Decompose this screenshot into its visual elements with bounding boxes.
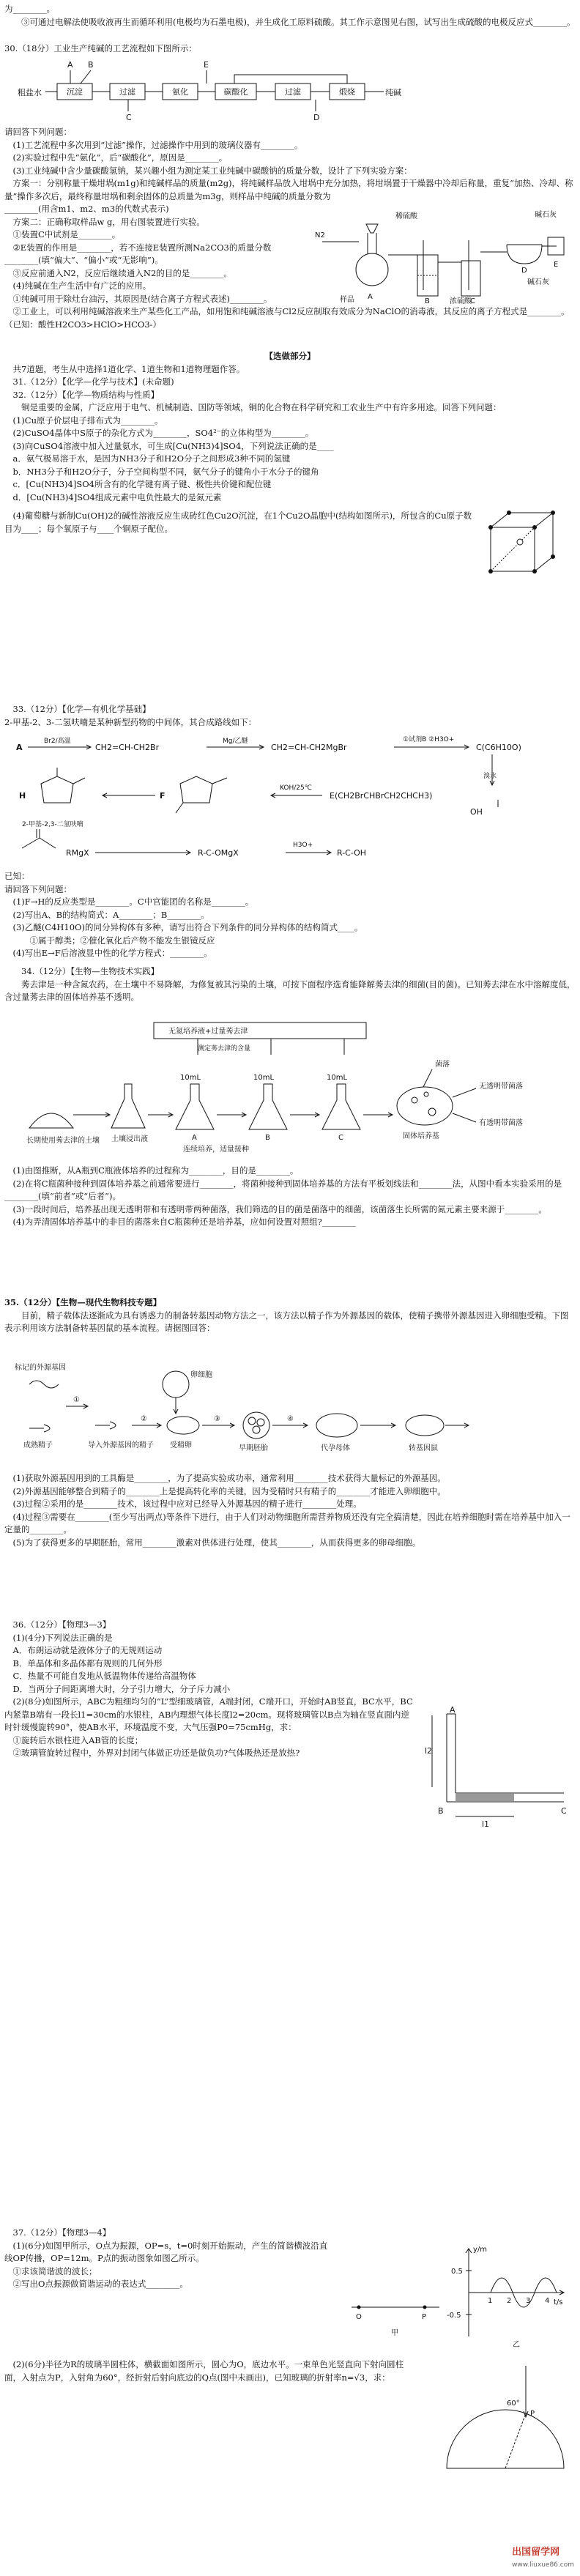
q35-header: 35.（12分）【生物—现代生物科技专题】 xyxy=(4,1297,162,1307)
q36-option: C．热量不可能自发地从低温物体传递给高温物体 xyxy=(12,1671,196,1681)
q33-line: (1)F→H的反应类型是________。C中官能团的名称是________。 xyxy=(12,897,254,907)
q35-fig-label: 转基因鼠 xyxy=(409,1444,438,1452)
q31-header: 31.（12分）【化学—化学与技术】(未命题) xyxy=(12,376,174,387)
q32-option: d．[Cu(NH3)4]SO4组成元素中电负性最大的是氮元素 xyxy=(12,491,222,502)
q34-question: (1)由图推断，从A瓶到C瓶液体培养的过程称为________，目的是________。 xyxy=(12,1165,299,1176)
q30-line: ________(用含m1、m2、m3的代数式表示) xyxy=(4,204,169,214)
q30-line: (2)实验过程中先“氨化”，后“碳酸化”，原因是________。 xyxy=(12,152,228,163)
q30-line: 方案一：分别称量干燥坩埚(m1g)和纯碱样品的质量(m2g)，将纯碱样品放入坩埚中充分加热，将坩埚置于干燥器中冷却后称量，重复“加热、冷却、称量”操作多次后，最终称量坩埚和剩余固体的总质量为m3g，则样品中纯碱的质量分数为 xyxy=(4,178,573,201)
q34-fig-label: 10mL xyxy=(327,1074,348,1082)
q30-line: ②工业上，可以利用纯碱溶液来生产某些化工产品，如用饱和纯碱溶液与Cl2反应制取有效成分为NaClO的消毒液，其反应的离子方程式是________。（已知：酸性H2CO3>HClO>HCO3-） xyxy=(4,306,570,330)
apparatus-label: 样品 xyxy=(340,296,354,304)
flow-input-e: E xyxy=(204,60,209,70)
q37-yi-label: -0.5 xyxy=(447,2312,461,2320)
q36-line: ②玻璃管旋转过程中，外界对封闭气体做正功还是做负功?气体吸热还是放热? xyxy=(12,1748,300,1758)
apparatus-label: 碱石灰 xyxy=(527,278,549,286)
q33-line: 已知： xyxy=(4,871,30,881)
q34-fig-label: 土壤浸出液 xyxy=(111,1135,148,1143)
q32-option: a．氨气极易溶于水，是因为NH3分子和H2O分子之间形成3种不同的氢键 xyxy=(12,453,291,464)
flow-input-a: A xyxy=(67,60,73,70)
q32-line: (3)向CuSO4溶液中加入过量氨水，可生成[Cu(NH3)4]SO4，下列说法正确的是____ xyxy=(12,440,334,451)
flow-box-label: 煅烧 xyxy=(339,87,355,97)
q36-line: (1)(4分)下列说法正确的是 xyxy=(12,1632,113,1643)
q36-fig-label: B xyxy=(438,1806,444,1816)
q30-line: (4)纯碱在生产生活中有广泛的应用。 xyxy=(12,281,152,291)
scheme-h: H xyxy=(19,791,26,801)
q35-question: (2)外源基因能够整合到精子的________上是提高转化率的关键，因为受精时只有精子的________才能进入卵细胞中。 xyxy=(12,1485,446,1496)
q36-fig-label: A xyxy=(450,1707,456,1715)
apparatus-label: 稀硫酸 xyxy=(395,212,417,220)
q36-line: ①旋转后水银柱进入AB管的长度； xyxy=(12,1734,144,1745)
q37-line: (2)(6分)半径为R的玻璃半圆柱体，横截面如图所示，圆心为O，底边水平。一束单色光竖直向下射向圆柱面，入射点为P，入射角为60°，经折射后射向底边的Q点(图中未画出)，已知玻璃的折射率n=√3，求： xyxy=(4,2359,404,2383)
q30-header: 30.（18分）工业生产纯碱的工艺流程如下图所示： xyxy=(4,43,197,53)
q33-line: (3)乙醚(C4H10O)的同分异构体有多种，请写出符合下列条件的同分异构体的结构简式____。 xyxy=(12,922,363,932)
q30-apparatus xyxy=(315,196,571,306)
flow-output-d: D xyxy=(313,113,320,122)
q32-option: b．NH3分子和H2O分子，分子空间构型不同，氨气分子的键角小于水分子的键角 xyxy=(12,466,319,477)
q35-fig-label: 受精卵 xyxy=(170,1441,192,1450)
q30-line: ③反应前通入N2，反应后继续通入N2的目的是________。 xyxy=(12,267,232,278)
apparatus-letter: C xyxy=(470,297,475,305)
q34-header: 34.（12分）【生物—生物技术实践】 xyxy=(21,966,160,976)
q37-caption: 乙 xyxy=(513,2341,520,2349)
q33-line: ①属于醇类；②催化氧化后产物不能发生银镜反应 xyxy=(29,935,215,946)
q30-flow-diagram xyxy=(15,57,425,123)
q35-fig-label: 成熟精子 xyxy=(23,1441,53,1450)
q36-header: 36.（12分）【物理3—3】 xyxy=(12,1619,111,1630)
q36-option: A．布朗运动就是液体分子的无规则运动 xyxy=(12,1645,163,1655)
q34-flask-letter: A xyxy=(192,1134,197,1142)
q35-question: (4)过程③需要在________(至少写出两点)等条件下进行，由于人们对动物细胞所需营养物质还没有完全搞清楚，因此在培养细胞时需在培养基中加入一定量的________。 xyxy=(4,1511,570,1534)
q34-fig-label: 10mL xyxy=(253,1074,275,1082)
q37-line: ②写出O点振源做简谐运动的表达式________。 xyxy=(12,2279,188,2289)
q34-figure xyxy=(22,1018,549,1157)
q34-fig-label: 菌落 xyxy=(435,1061,450,1069)
flow-box-label: 过滤 xyxy=(119,87,135,97)
apparatus-label: 浓硫酸 xyxy=(450,297,472,305)
elective-title: 【选做部分】 xyxy=(264,351,316,361)
q34-flask-letter: B xyxy=(265,1134,270,1142)
apparatus-letter: B xyxy=(425,297,430,305)
scheme-reagent: KOH/25℃ xyxy=(280,784,312,792)
q33-body xyxy=(4,870,576,960)
q30-line: ②E装置的作用是________，若不连接E装置所测Na2CO3的质量分数________(填“偏大”、“偏小”或“无影响”)。 xyxy=(4,242,272,265)
q37-semi-label: P xyxy=(530,2410,535,2418)
q35-figure xyxy=(15,1355,549,1465)
scheme-reagent: Mg/乙醚 xyxy=(223,738,248,745)
scheme-alkoxide: R-C-OMgX xyxy=(198,848,239,858)
scheme-reagent: Br2/高温 xyxy=(44,738,71,745)
q30-line: 请回答下列问题： xyxy=(4,127,72,137)
q37-line: ①求该简谐波的波长； xyxy=(12,2265,97,2276)
q35-question: (3)过程②采用的是________技术，该过程中应对已经导入外源基因的精子进行________处理。 xyxy=(12,1499,362,1509)
flow-box-label: 沉淀 xyxy=(67,87,83,97)
q34-fig-label: 无透明带菌落 xyxy=(479,1083,523,1091)
q30-line: (1)工艺流程中多次用到“过滤”操作，过滤操作中用到的玻璃仪器有________。 xyxy=(12,139,303,150)
scheme-rmgx: RMgX xyxy=(66,848,89,858)
scheme-a: A xyxy=(16,743,23,752)
flow-output-c: C xyxy=(126,113,132,122)
apparatus-letter: A xyxy=(368,293,373,301)
q32-line: (4)葡萄糖与新制Cu(OH)2的碱性溶液反应生成砖红色Cu2O沉淀，在1个Cu2O晶胞中(结构如图所示)，所包含的Cu原子数目为____；每个氧原子与____个铜原子配位。 xyxy=(4,511,472,534)
q37-jia-label: P xyxy=(422,2313,427,2321)
scheme-compound: CH2=CH-CH2Br xyxy=(95,743,160,752)
q32-line: 铜是重要的金属，广泛应用于电气、机械制造、国防等领域，铜的化合物在科学研究和工农业生产中有许多用途。回答下列问题： xyxy=(21,402,502,412)
q34-fig-label: 固体培养基 xyxy=(403,1132,439,1140)
q34-fig-label: 测定莠去津的含量 xyxy=(198,1045,251,1053)
question-33 xyxy=(4,703,576,729)
q35-questions xyxy=(4,1472,576,1549)
q37-part2 xyxy=(4,2358,414,2384)
watermark xyxy=(512,2546,574,2572)
scheme-name: 2-甲基-2,3-二氢呋喃 xyxy=(22,821,83,828)
q33-line: (2)写出A、B的结构简式：A________；B________。 xyxy=(12,909,209,920)
apparatus-letter: E xyxy=(554,261,559,269)
flow-start: 粗盐水 xyxy=(18,88,42,97)
q36-fig-label: l1 xyxy=(482,1819,490,1829)
q34-questions xyxy=(4,1165,576,1229)
q33-synthesis-scheme xyxy=(15,732,542,864)
q29-line: ③可通过电解法使吸收液再生而循环利用(电极均为石墨电极)，并生成化工原料硫酸。其工作示意图见右图，试写出生成硫酸的电极反应式________。 xyxy=(21,16,576,27)
q37-header: 37.（12分）【物理3—4】 xyxy=(12,2227,111,2238)
q32-option: c．[Cu(NH3)4]SO4所含有的化学键有离子键、极性共价键和配位键 xyxy=(12,479,272,489)
q30-line: ①装置C中试剂是________。 xyxy=(12,229,121,240)
q36-figure xyxy=(425,1707,571,1831)
q37-yi-label: t/s xyxy=(554,2298,563,2306)
q29-line: 为________。 xyxy=(4,4,55,14)
apparatus-label: 碱石灰 xyxy=(535,211,557,219)
q32-line: (2)CuSO4晶体中S原子的杂化方式为________，SO4²⁻的立体构型为________。 xyxy=(12,428,314,438)
q34-fig-label: 有透明带菌落 xyxy=(479,1119,523,1127)
scheme-oh: OH xyxy=(470,807,483,817)
q33-header: 33.（12分）【化学—有机化学基础】 xyxy=(12,704,151,714)
question-37 xyxy=(4,2227,334,2291)
flow-box-label: 过滤 xyxy=(285,87,301,97)
q35-line: 目前，精子载体法逐渐成为具有诱惑力的制备转基因动物方法之一，该方法以精子作为外源基因的载体，使精子携带外源基因进入卵细胞受精。下图表示利用该方法制备转基因鼠的基本流程。请据图回答： xyxy=(4,1310,569,1333)
flow-box-label: 氨化 xyxy=(172,87,188,97)
q30-line: 方案二：正确称取样品w g，用右图装置进行实验。 xyxy=(12,216,205,227)
q35-fig-label: 代孕母体 xyxy=(321,1444,350,1452)
q34-fig-label: 10mL xyxy=(180,1074,201,1082)
q37-semicircle-figure xyxy=(439,2366,571,2483)
q34-line: 莠去津是一种含氮农药，在土壤中不易降解，为修复被其污染的土壤，可按下面程序选育能降解莠去津的细菌(目的菌)。已知莠去津在水中溶解度低，含过量莠去津的固体培养基不透明。 xyxy=(4,979,576,1002)
q35-fig-label: 早期胚胎 xyxy=(239,1444,268,1452)
apparatus-letter: D xyxy=(521,267,527,275)
scheme-alcohol: R-C-OH xyxy=(337,848,367,858)
apparatus-label: N2 xyxy=(315,231,325,240)
question-36 xyxy=(4,1619,414,1760)
q37-yi-label: 0.5 xyxy=(451,2268,463,2276)
q36-option: D．当两分子间距离增大时，分子引力增大，分子斥力减小 xyxy=(12,1683,231,1694)
q37-wave-figures xyxy=(344,2241,571,2351)
q33-line: (4)写出E→F后溶液显中性的化学方程式：________。 xyxy=(12,948,212,958)
scheme-f: F xyxy=(160,791,166,801)
q34-question: (3)一段时间后，培养基出现无透明带和有透明带两种菌落，我们筛选的目的菌是菌落中的细菌，该菌落生长所需的氮元素主要来源于________。 xyxy=(12,1203,547,1214)
cu2o-unit-cell xyxy=(476,505,564,586)
q32-line: (1)Cu原子价层电子排布式为________。 xyxy=(12,415,163,426)
scheme-c: C(C6H10O) xyxy=(476,743,521,752)
q32-header: 32.（12分）【化学—物质结构与性质】 xyxy=(12,389,160,400)
q34-question: (4)为弄清固体培养基中的非目的菌落来自C瓶菌种还是培养基，应如何设置对照组?________ xyxy=(12,1217,356,1227)
q35-step: ② xyxy=(141,1415,147,1423)
flow-box-label: 碳酸化 xyxy=(223,87,248,97)
q35-fig-label: 卵细胞 xyxy=(190,1371,212,1379)
q36-fig-label: C xyxy=(561,1806,567,1816)
question-35 xyxy=(4,1296,576,1335)
q37-yi-label: 3 xyxy=(526,2297,531,2305)
q37-yi-label: 4 xyxy=(545,2297,550,2305)
watermark-sub: www.liuxue86.com xyxy=(512,2561,574,2569)
q34-fig-label: 连续培养，适量接种 xyxy=(183,1146,249,1154)
q37-line: (1)(6分)如图甲所示，O点为振源，OP=s，t=0时刻开始振动，产生的简谐横波沿直线OP传播，OP=12m。P点的振动图象如图乙所示。 xyxy=(4,2240,328,2263)
q29-tail xyxy=(4,3,576,29)
q37-jia-label: O xyxy=(356,2313,362,2321)
q33-line: 请回答下列问题： xyxy=(4,883,72,894)
q37-yi-label: 2 xyxy=(507,2297,512,2305)
question-34 xyxy=(4,965,576,1004)
q36-fig-label: l2 xyxy=(425,1746,433,1756)
q37-yi-label: 1 xyxy=(488,2297,493,2305)
q36-option: B．单晶体和多晶体都有规则的几何外形 xyxy=(12,1658,163,1669)
question-30 xyxy=(4,42,576,56)
q35-fig-label: 导入外源基因的精子 xyxy=(88,1441,154,1450)
q35-step: ③ xyxy=(214,1415,220,1423)
scheme-reagent: 溴水 xyxy=(483,773,497,780)
q33-intro: 2-甲基-2、3-二氢呋喃是某种新型药物的中间体，其合成路线如下： xyxy=(4,716,257,727)
q35-step: ① xyxy=(73,1396,80,1404)
q30-line: (3)工业纯碱中含少量碳酸氢钠，某兴趣小组为测定某工业纯碱中碳酸钠的质量分数，设计了下列实验方案： xyxy=(12,165,412,176)
q34-box-label: 无氮培养液+过量莠去津 xyxy=(168,1028,248,1036)
q35-fig-label: 标记的外源基因 xyxy=(15,1364,66,1372)
scheme-e: E(CH2BrCHBrCH2CHCH3) xyxy=(330,791,433,801)
q37-caption: 甲 xyxy=(391,2329,398,2337)
q34-question: (2)在将C瓶菌种接种到固体培养基之前通常要进行________，将菌种接种到固体培养基的方法有平板划线法和________法，从图中看本实验采用的是________(填“前者”或“后者”)。 xyxy=(4,1178,562,1201)
q34-fig-label: 长期使用莠去津的土壤 xyxy=(26,1137,100,1145)
q37-yi-label: y/m xyxy=(473,2246,488,2254)
flow-input-b: B xyxy=(88,60,94,70)
flow-end: 纯碱 xyxy=(385,88,401,97)
scheme-compound: CH2=CH-CH2MgBr xyxy=(271,743,347,752)
scheme-reagent: H3O+ xyxy=(293,842,313,849)
q37-semi-label: 60° xyxy=(507,2399,520,2408)
q35-step: ④ xyxy=(287,1415,294,1423)
q35-question: (1)获取外源基因用到的工具酶是________，为了提高实验成功率，通常利用________技术获得大量标记的外源基因。 xyxy=(12,1473,446,1483)
q36-line: (2)(8分)如图所示，ABC为粗细均匀的“L”型细玻璃管，A端封闭，C端开口，开始时AB竖直，BC水平，BC内紧靠B端有一段长l1=30cm的水银柱，AB内理想气体长度l2=20cm。现将玻璃管以B点为轴在竖直面内逆时针缓慢旋转90°，使AB水平，环境温度不变，大气压强P0=75cmHg，求： xyxy=(4,1696,413,1732)
q35-question: (5)为了获得更多的早期胚胎，常用________激素对供体进行处理，使其________，从而获得更多的卵母细胞。 xyxy=(12,1537,421,1548)
q34-flask-letter: C xyxy=(338,1134,343,1142)
watermark-main: 出国留学网 xyxy=(512,2547,560,2558)
q30-line: ①纯碱可用于除灶台油污，其原因是(结合离子方程式表述)________。 xyxy=(12,293,272,304)
scheme-reagent: ①试剂B ②H3O+ xyxy=(403,736,455,743)
elective-intro: 共7道题，考生从中选择1道化学、1道生物和1道物理题作答。 xyxy=(12,363,245,374)
